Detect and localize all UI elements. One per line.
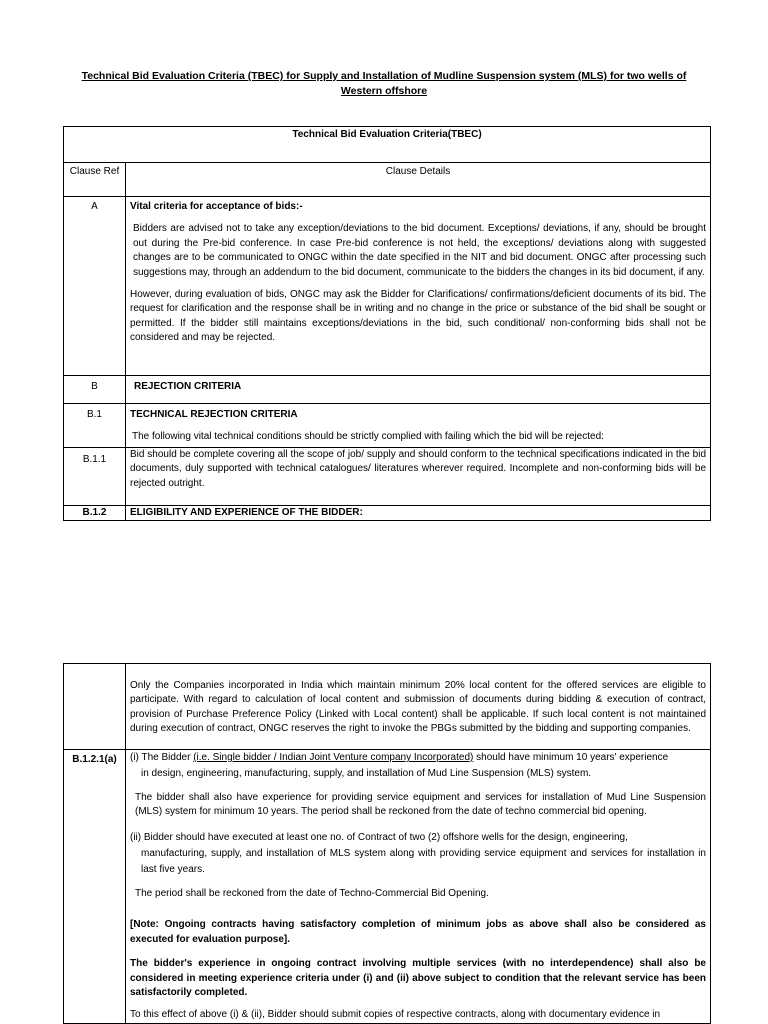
document-title: Technical Bid Evaluation Criteria (TBEC) for Supply and Installation of Mudline Suspension system (MLS) for two wells of Western offshore (81, 70, 687, 97)
clause-ref-a: A (64, 197, 126, 376)
clause-ref-b1221a: B.1.2.1(a) (64, 750, 126, 1024)
eligibility-table (63, 663, 711, 1024)
clause-a-paragraph-2: However, during evaluation of bids, ONGC may ask the Bidder for Clarifications/ confirmations/deficient documents of its bid. The request for clarification and the response shall be in writing and no change in the price or substance of the bid shall be sought or permitted. If the bidder still maintains exceptions/deviations in the bid, such conditional/ non-conforming bids shall not be considered and may be rejected. (130, 289, 707, 344)
period-reckoning: The period shall be reckoned from the date of Techno-Commercial Bid Opening. (135, 888, 489, 900)
criterion-ii-rest: manufacturing, supply, and installation of MLS system along with providing service equipment and services for installation in last five years. (141, 848, 706, 876)
clause-a-title: Vital criteria for acceptance of bids:- (130, 201, 303, 212)
clause-b1-details (126, 404, 711, 448)
col-header-clause-ref: Clause Ref (64, 163, 126, 197)
clause-ref-b12: B.1.2 (64, 506, 126, 521)
clause-b11-text: Bid should be complete covering all the scope of job/ supply and should conform to the technical specifications indicated in the bid documents, duly supported with technical catalogues/ literatures wherever required. Incomplete and non-conforming bids will be rejected outright. (126, 448, 711, 506)
clause-ref-b1: B.1 (64, 404, 126, 448)
clause-a-details (126, 197, 711, 376)
criterion-i-line2: in design, engineering, manufacturing, supply, and installation of Mud Line Suspension (MLS) system. (141, 768, 592, 780)
criterion-i-line1: (i) The Bidder (i.e. Single bidder / Indian Joint Venture company Incorporated) should have minimum 10 years' experience (130, 752, 669, 763)
clause-b-title: REJECTION CRITERIA (126, 376, 711, 404)
table-heading: Technical Bid Evaluation Criteria(TBEC) (64, 127, 711, 163)
ongoing-contracts-note: [Note: Ongoing contracts having satisfactory completion of minimum jobs as above shall also be considered as executed for evaluation purpose]. (130, 919, 706, 945)
col-header-clause-details: Clause Details (126, 163, 711, 197)
clause-b1221a-details (126, 750, 711, 1024)
documentary-evidence-text: To this effect of above (i) & (ii), Bidder should submit copies of respective contracts, along with documentary evidence in (130, 1009, 661, 1021)
criterion-ii-line1: (ii) Bidder should have executed at least one no. of Contract of two (2) offshore wells for the design, engineering, (130, 831, 628, 843)
clause-ref-b: B (64, 376, 126, 404)
single-bidder-underlined: (i.e. Single bidder / Indian Joint Venture company Incorporated) (193, 752, 474, 763)
local-content-text: Only the Companies incorporated in India which maintain minimum 20% local content for the offered services are eligible to participate. With regard to calculation of local content and submission of documents during bidding & execution of contract, provision of Purchase Preference Policy (Linked with Local content) shall be applicable. If such local content is not maintained during execution of contract, ONGC reserves the right to invoke the PBGs submitted by the bidding and supporting companies. (126, 664, 711, 750)
local-content-ref-cell (64, 664, 126, 750)
clause-b1-title: TECHNICAL REJECTION CRITERIA (130, 409, 298, 420)
service-experience-paragraph: The bidder shall also have experience for providing service equipment and services for installation of Mud Line Suspension (MLS) system for minimum 10 years. The period shall be reckoned from the date of techno commercial bid opening. (135, 791, 706, 818)
tbec-table (63, 126, 711, 521)
clause-b12-title: ELIGIBILITY AND EXPERIENCE OF THE BIDDER: (126, 506, 711, 521)
clause-a-paragraph-1: Bidders are advised not to take any exception/deviations to the bid document. Exceptions/ deviations, if any, should be brought out during the Pre-bid conference. In case Pre-bid conference is not held, the exceptions/ deviations along with suggested changes are to be communicated to ONGC within the date specified in the NIT and bid document. ONGC after processing such suggestions may, through an addendum to the bid document, communicate to the bidders the changes in its bid document, if any. (133, 223, 707, 278)
clause-ref-b11: B.1.1 (64, 448, 126, 506)
clause-b1-text: The following vital technical conditions should be strictly complied with failing which the bid will be rejected: (132, 431, 604, 443)
multiple-services-note: The bidder's experience in ongoing contract involving multiple services (with no interdependence) shall also be considered in meeting experience criteria under (i) and (ii) above subject to condition that the relevant service has been satisfactorily completed. (130, 958, 706, 999)
